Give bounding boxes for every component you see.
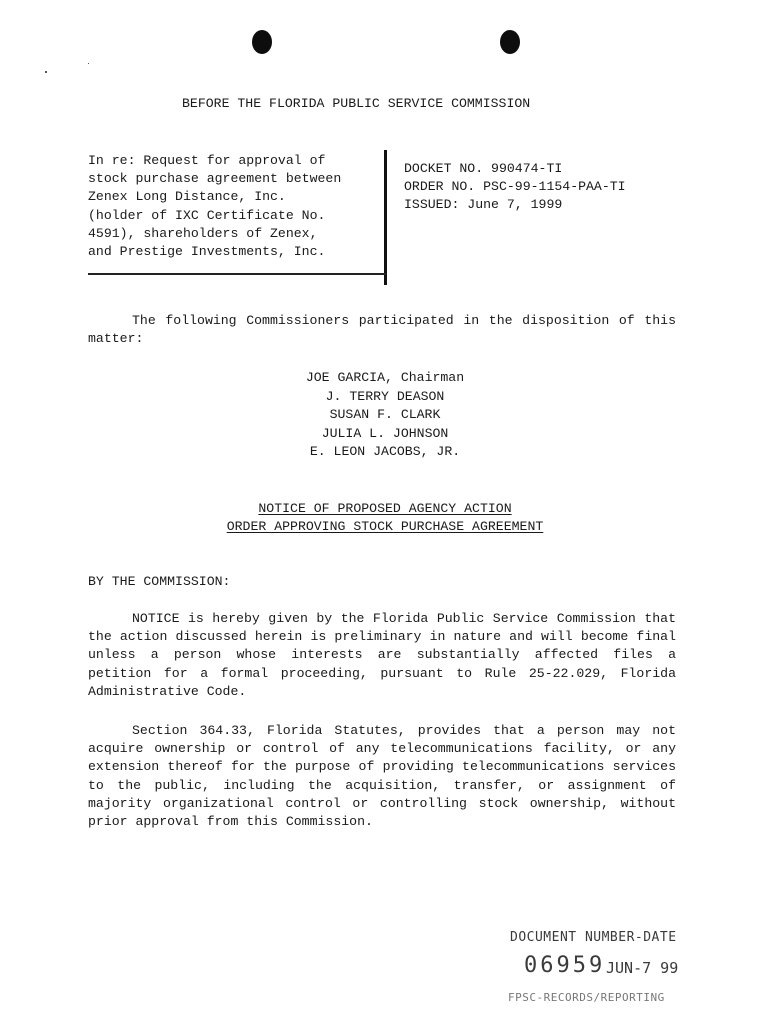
intro-text: The following Commissioners participated in the disposition of this matter: <box>88 313 676 347</box>
commissioner-name: E. LEON JACOBS, JR. <box>309 444 461 460</box>
caption-line: 4591), shareholders of Zenex, <box>88 225 318 241</box>
order-number: ORDER NO. PSC-99-1154-PAA-TI <box>404 179 626 195</box>
body-paragraph-1 <box>88 610 676 701</box>
scan-speck <box>88 63 89 64</box>
notice-title <box>0 500 770 536</box>
intro-paragraph <box>88 312 676 348</box>
stamp-date: JUN-7 99 <box>606 959 679 977</box>
caption-divider <box>384 150 387 285</box>
commissioner-name: JOE GARCIA, Chairman <box>305 370 465 385</box>
commissioner-name: J. TERRY DEASON <box>325 388 445 404</box>
commissioner-list <box>0 369 770 462</box>
docket-number: DOCKET NO. 990474-TI <box>404 161 563 176</box>
notice-title-line-2: ORDER APPROVING STOCK PURCHASE AGREEMENT <box>226 519 544 535</box>
by-the-commission: BY THE COMMISSION: <box>88 574 231 589</box>
punch-hole-left <box>252 30 272 54</box>
case-caption <box>88 152 384 261</box>
scan-speck <box>45 71 47 73</box>
caption-underline <box>88 273 386 275</box>
paragraph-text: NOTICE is hereby given by the Florida Public Service Commission that the action discussed herein is preliminary in nature and will become final unless a person whose interests are substantially affected files a petition for a formal proceeding, pursuant to Rule 25-22.029, Florida Administrative Code. <box>88 611 676 699</box>
docket-info <box>404 160 626 215</box>
punch-hole-right <box>500 30 520 54</box>
issued-date: ISSUED: June 7, 1999 <box>404 197 563 213</box>
commissioner-name: JULIA L. JOHNSON <box>321 425 449 441</box>
caption-line: In re: Request for approval of <box>88 153 326 168</box>
stamp-label: DOCUMENT NUMBER-DATE <box>510 930 677 945</box>
caption-line: (holder of IXC Certificate No. <box>88 207 326 223</box>
caption-line: Zenex Long Distance, Inc. <box>88 189 286 205</box>
page-header: BEFORE THE FLORIDA PUBLIC SERVICE COMMISSION <box>182 96 531 111</box>
caption-line: stock purchase agreement between <box>88 171 342 187</box>
commissioner-name: SUSAN F. CLARK <box>329 407 441 423</box>
paragraph-text: Section 364.33, Florida Statutes, provides that a person may not acquire ownership or control of any telecommunications facility, or any extension thereof for the purpose of providing telecommunications services to the public, including the acquisition, transfer, or assignment of majority organizational control or controlling stock ownership, without prior approval from this Commission. <box>88 723 676 830</box>
stamp-number: 06959 <box>524 953 606 978</box>
notice-title-line-1: NOTICE OF PROPOSED AGENCY ACTION <box>258 501 512 516</box>
body-paragraph-2 <box>88 722 676 831</box>
caption-line: and Prestige Investments, Inc. <box>88 244 326 260</box>
stamp-office: FPSC-RECORDS/REPORTING <box>508 991 665 1004</box>
